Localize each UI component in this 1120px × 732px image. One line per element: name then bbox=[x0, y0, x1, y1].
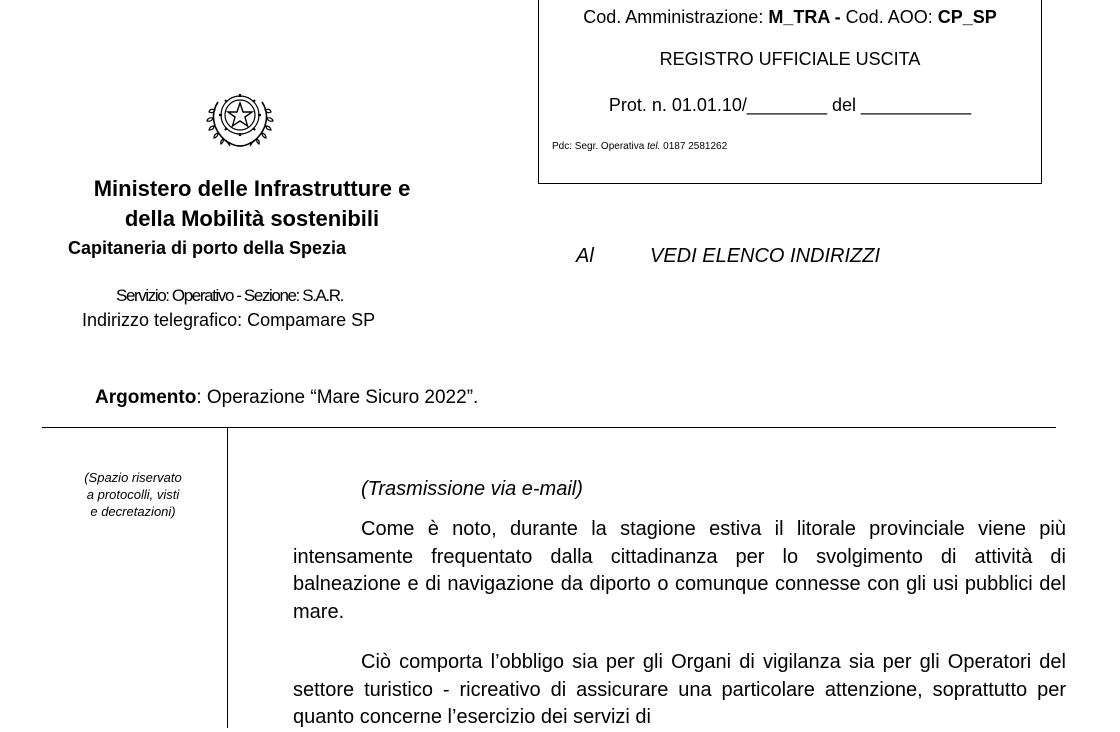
subject-label: Argomento bbox=[95, 387, 197, 408]
vertical-divider bbox=[227, 428, 228, 728]
subject-line bbox=[95, 387, 478, 409]
tel-number: 0187 2581262 bbox=[660, 141, 728, 152]
recipient-list: VEDI ELENCO INDIRIZZI bbox=[650, 245, 881, 267]
admin-code-dash: - bbox=[829, 7, 841, 27]
reserved-line-3: e decretazioni) bbox=[90, 504, 176, 519]
body-paragraph-2: Ciò comporta l’obbligo sia per gli Organi di vigilanza sia per gli Operatori del settore turistico - ricreativo di assicurare una particolare attenzione, soprattutto per quanto concerne l’esercizio dei servizi di bbox=[293, 651, 1066, 728]
transmission-note: (Trasmissione via e-mail) bbox=[361, 478, 583, 500]
service-section: Servizio: Operativo - Sezione: S.A.R. bbox=[116, 286, 343, 305]
pdc-label: Pdc: Segr. Operativa bbox=[552, 141, 648, 152]
body-paragraph-1: Come è noto, durante la stagione estiva il litorale provinciale viene più intensamente frequentato dalla cittadinanza per lo svolgimento di attività di balneazione e di navigazione da diporto o comunque connesse con gli usi pubblici del mare. bbox=[293, 518, 1066, 623]
tel-label: tel. bbox=[647, 141, 661, 152]
ministry-name-line1: Ministero delle Infrastrutture e bbox=[93, 176, 411, 201]
registry-title: REGISTRO UFFICIALE USCITA bbox=[659, 49, 921, 69]
aoo-code-label: Cod. AOO: bbox=[840, 7, 938, 27]
office-name: Capitaneria di porto della Spezia bbox=[68, 238, 347, 258]
admin-code-label: Cod. Amministrazione: bbox=[583, 7, 769, 27]
reserved-line-2: a protocolli, visti bbox=[86, 487, 180, 502]
protocol-number-line: Prot. n. 01.01.10/________ del ___________ bbox=[608, 95, 972, 115]
recipient-prefix: Al bbox=[576, 245, 594, 267]
horizontal-divider bbox=[42, 427, 1056, 428]
point-of-contact bbox=[552, 141, 727, 152]
telegraphic-address: Indirizzo telegrafico: Compamare SP bbox=[82, 310, 376, 330]
reserved-line-1: (Spazio riservato bbox=[84, 470, 182, 485]
admin-code-value: M_TRA bbox=[768, 7, 830, 27]
ministry-name-line2: della Mobilità sostenibili bbox=[124, 206, 380, 231]
italian-republic-emblem-icon bbox=[202, 80, 278, 156]
reserved-space-note bbox=[42, 469, 224, 520]
aoo-code-value: CP_SP bbox=[937, 7, 997, 27]
protocol-box bbox=[538, 0, 1042, 184]
subject-text: : Operazione “Mare Sicuro 2022”. bbox=[196, 387, 479, 408]
administration-codes bbox=[539, 7, 1041, 28]
